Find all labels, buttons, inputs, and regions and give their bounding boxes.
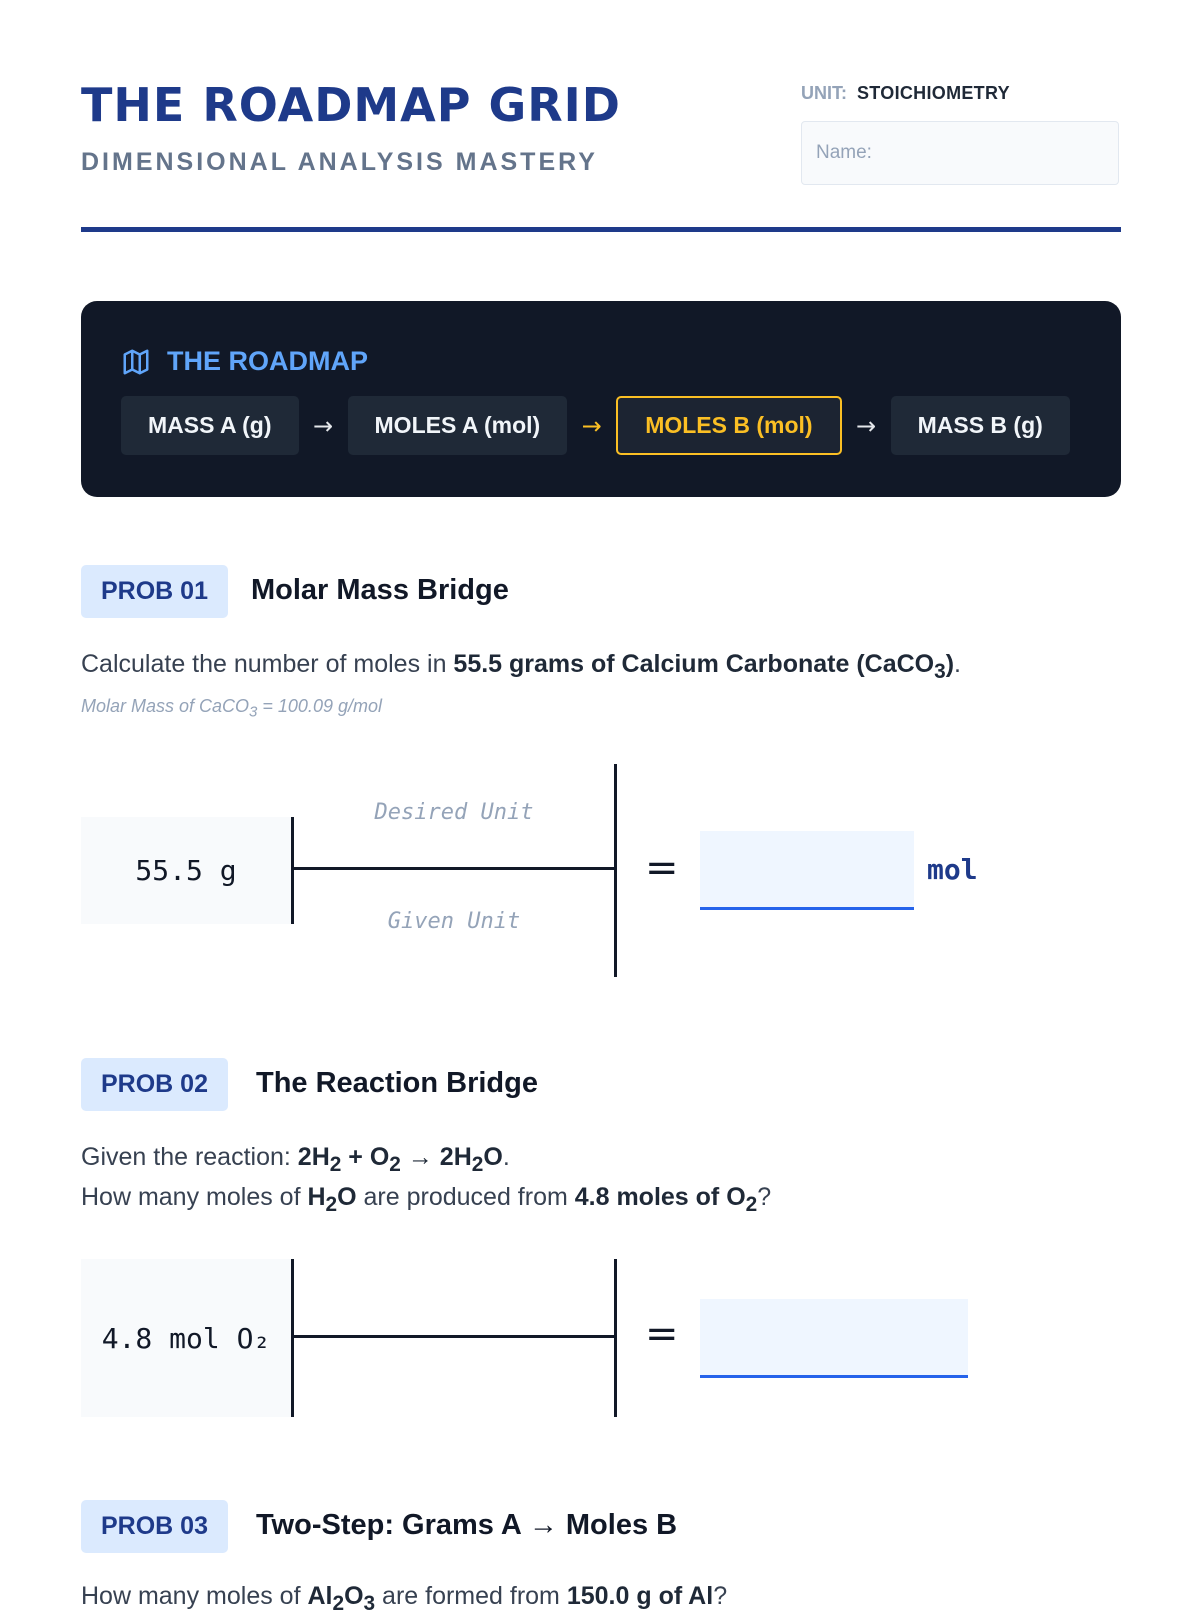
numerator-placeholder: Desired Unit: [374, 800, 534, 825]
problem-1-hint: Molar Mass of CaCO$_3$ = 100.09 g/mol: [81, 696, 382, 721]
problem-2-prompt-line1: Given the reaction: $2H_2 + O_2 \to 2H_2O$.: [81, 1143, 510, 1176]
roadmap-header: [121, 346, 368, 377]
unit-line: [801, 83, 1010, 104]
arrow-right-icon: →: [312, 411, 334, 440]
problem-2-badge: PROB 02: [81, 1058, 228, 1111]
grid-line: [614, 764, 617, 977]
grid-line: [291, 817, 294, 924]
worksheet-page: [81, 0, 1121, 1615]
equals-sign: =: [645, 845, 679, 891]
unit-value: STOICHIOMETRY: [857, 83, 1010, 103]
worksheet-title: THE ROADMAP GRID: [81, 78, 621, 132]
problem-3-badge: PROB 03: [81, 1500, 228, 1553]
worksheet-subtitle: DIMENSIONAL ANALYSIS MASTERY: [81, 148, 598, 176]
problem-1-title: Molar Mass Bridge: [251, 574, 509, 606]
roadmap-title: THE ROADMAP: [167, 346, 368, 376]
problem-2-start-value: 4.8 mol O₂: [81, 1259, 291, 1417]
problem-3-title: Two-Step: Grams A → Moles B: [256, 1509, 678, 1541]
roadmap-steps: [121, 396, 1070, 455]
problem-1-answer-unit: mol: [927, 853, 978, 886]
problem-1-badge: PROB 01: [81, 565, 228, 618]
arrow-right-icon: →: [856, 411, 877, 440]
problem-2-prompt-line2: How many moles of $H_2O$ are produced from 4.8 moles of $O_2$?: [81, 1183, 772, 1216]
denominator-placeholder: Given Unit: [387, 909, 521, 934]
problem-1-answer-input[interactable]: [700, 831, 914, 910]
grid-line: [291, 1259, 294, 1417]
problem-3-prompt: How many moles of $Al_2O_3$ are formed from 150.0 g of Al?: [81, 1582, 728, 1615]
roadmap-step-moles-b: MOLES B (mol): [616, 396, 841, 455]
arrow-right-icon: →: [581, 411, 602, 440]
roadmap-step-mass-a: MASS A (g): [121, 396, 299, 455]
problem-2-answer-input[interactable]: [700, 1299, 968, 1378]
name-field[interactable]: [801, 121, 1119, 185]
roadmap-panel: [81, 301, 1121, 497]
equals-sign: =: [645, 1311, 679, 1357]
header-divider: [81, 227, 1121, 232]
problem-1-start-value: 55.5 g: [81, 817, 291, 924]
unit-label: UNIT:: [801, 83, 847, 103]
roadmap-step-moles-a: MOLES A (mol): [348, 396, 568, 455]
roadmap-step-mass-b: MASS B (g): [891, 396, 1070, 455]
map-icon: [121, 347, 151, 377]
problem-2-title: The Reaction Bridge: [256, 1067, 538, 1099]
fraction-bar: [291, 867, 616, 870]
problem-1-prompt: Calculate the number of moles in 55.5 grams of Calcium Carbonate (CaCO$_3$).: [81, 650, 961, 683]
fraction-bar: [291, 1335, 616, 1338]
grid-line: [614, 1259, 617, 1417]
